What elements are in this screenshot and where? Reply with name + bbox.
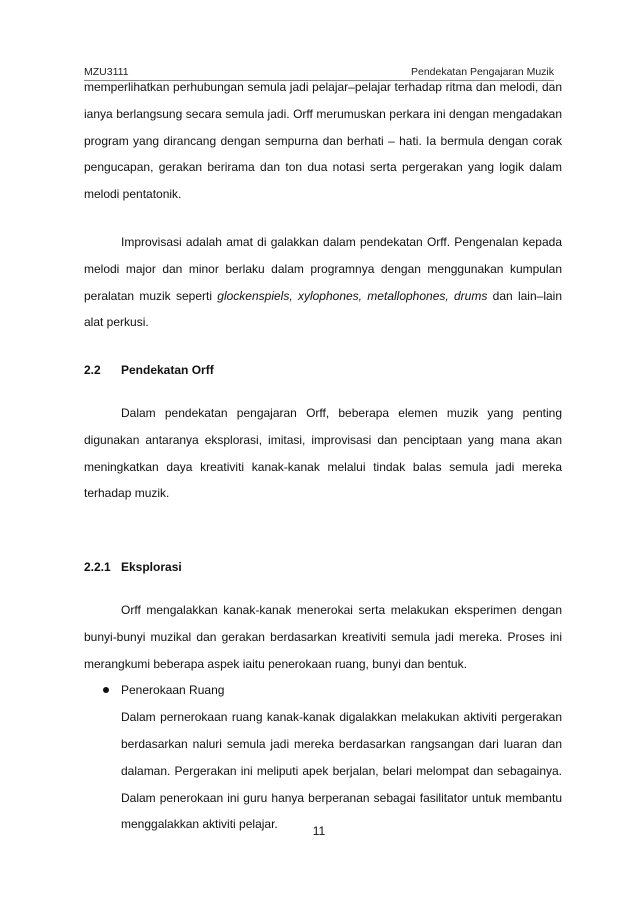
section-heading-2-2-1: [84, 554, 562, 581]
bullet-title: Penerokaan Ruang: [121, 683, 225, 698]
section-2-2-body: Dalam pendekatan pengajaran Orff, beberapa elemen muzik yang penting digunakan antaranya eksplorasi, imitasi, improvisasi dan penciptaan yang mana akan meningkatkan daya kreativiti kanak-kanak melalui tindak balas semula jadi mereka terhadap muzik.: [84, 405, 562, 501]
page-number: 11: [312, 824, 326, 838]
header-course-code: MZU3111: [84, 66, 129, 78]
page-body: [84, 74, 562, 838]
subsection-title: Eksplorasi: [121, 560, 182, 575]
section-title: Pendekatan Orff: [121, 363, 214, 378]
bullet-body: Dalam pernerokaan ruang kanak-kanak digalakkan melakukan aktiviti pergerakan berdasarkan naluri semula jadi mereka berdasarkan rangsangan dari luaran dan dalaman. Pergerakan ini meliputi apek berjalan, belari melompat dan sebagainya. Dalam penerokaan ini guru hanya berperanan sebagai fasilitator untuk membantu menggalakkan aktiviti pelajar.: [121, 710, 562, 832]
bullet-item: [84, 677, 562, 838]
paragraph-2-end: dan lain–lain alat perkusi.: [84, 288, 562, 330]
header-title: Pendekatan Pengajaran Muzik: [410, 66, 554, 78]
instrument-list: glockenspiels, xylophones, metallophones, drums: [217, 288, 488, 303]
paragraph-2-text: Improvisasi adalah amat di galakkan dalam pendekatan Orff. Pengenalan kepada melodi major dan minor berlaku dalam programnya dengan menggunakan kumpulan peralatan muzik seperti: [84, 234, 562, 303]
section-2-2-1-body: Orff mengalakkan kanak-kanak menerokai serta melakukan eksperimen dengan bunyi-bunyi muzikal dan gerakan berdasarkan kreativiti semula jadi mereka. Proses ini merangkumi beberapa aspek iaitu penerokaan ruang, bunyi dan bentuk.: [84, 602, 562, 671]
section-number: 2.2: [84, 363, 101, 378]
paragraph-2: [84, 229, 562, 336]
section-heading-2-2: [84, 357, 562, 384]
subsection-number: 2.2.1: [84, 560, 111, 575]
bullet-icon: [103, 687, 109, 693]
paragraph-1: memperlihatkan perhubungan semula jadi pelajar–pelajar terhadap ritma dan melodi, dan ianya berlangsung secara semula jadi. Orff merumuskan perkara ini dengan mengadakan program yang dirancang dengan sempurna dan berhati – hati. Ia bermula dengan corak pengucapan, gerakan berirama dan ton dua notasi serta pergerakan yang logik dalam melodi pentatonik.: [84, 80, 562, 202]
